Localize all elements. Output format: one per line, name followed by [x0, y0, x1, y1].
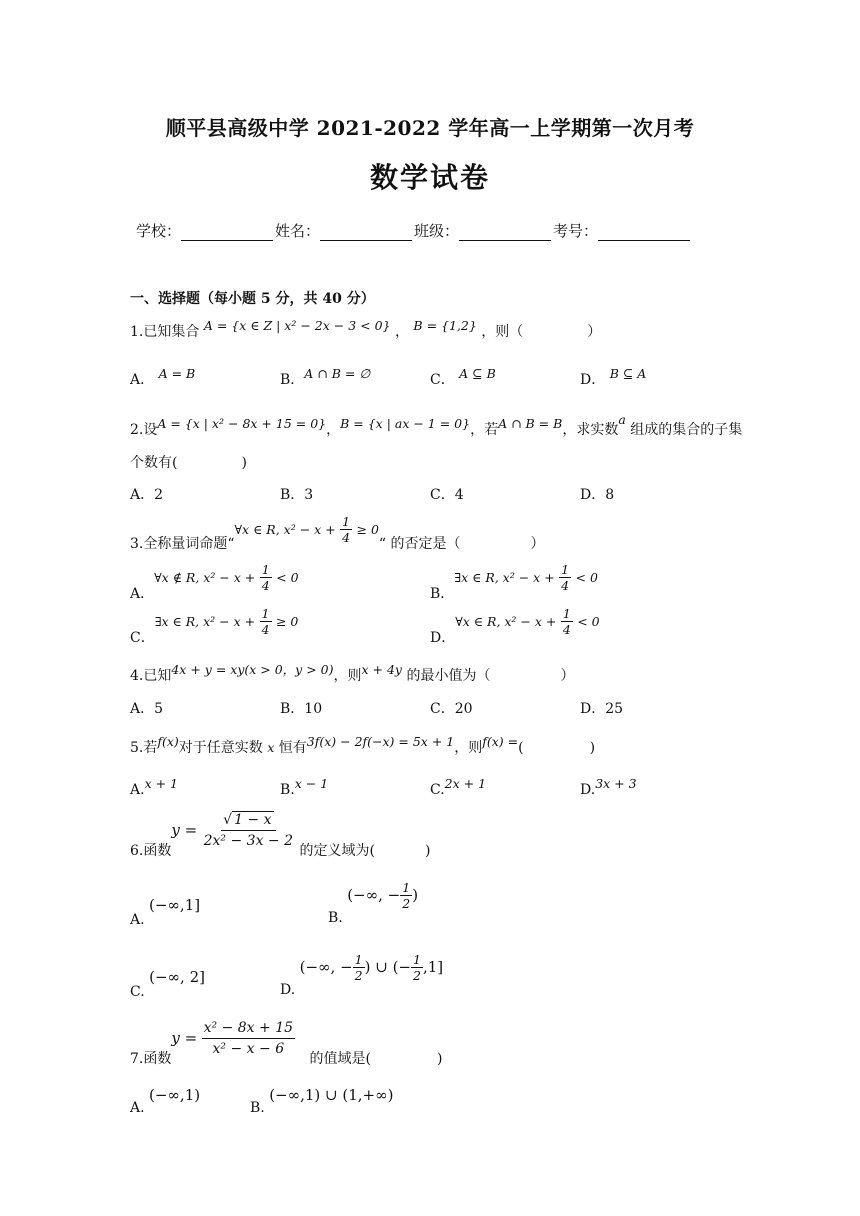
q1-suffix: ，则（	[481, 324, 524, 340]
q5-option-a[interactable]: A.x + 1	[130, 776, 178, 798]
q2-option-c[interactable]: C．4	[430, 487, 464, 503]
question-4: 4.已知4x + y = xy(x > 0，y > 0)，则x + 4y 的最小值为（ ）	[130, 662, 575, 684]
q5-option-b[interactable]: B.x − 1	[280, 776, 329, 798]
name-label: 姓名：	[275, 222, 321, 240]
q5-function: f(x)	[157, 734, 179, 749]
q6-fraction: $\frac{√ 1 - x}{\text{2x² − 3x − 2}}$	[203, 812, 294, 849]
q3-proposition: ∀x ∈ R, x² − x + $\frac{1}{4}$ ≥ 0	[234, 514, 379, 545]
q2-option-d[interactable]: D．8	[580, 487, 615, 503]
q1-set-a: A = {x ∈ Z | x² − 2x − 3 < 0}	[203, 318, 391, 333]
q6-option-a[interactable]: A. (−∞,1]	[130, 896, 201, 928]
exam-number-label: 考号：	[553, 222, 599, 240]
q1-option-b[interactable]: B．A ∩ B = ∅	[280, 366, 371, 388]
q1-option-a[interactable]: A． A = B	[130, 366, 196, 388]
exam-subject: 数学试卷	[369, 161, 490, 194]
question-5: 5.若f(x)对于任意实数 x 恒有3f(x) − 2f(−x) = 5x + 1，则f(x) =( )	[130, 734, 596, 756]
q3-option-a[interactable]: A．∀x ∉ R, x² − x + $\frac{1}{4}$ < 0	[130, 562, 299, 602]
q2-variable: a	[618, 412, 626, 427]
q3-option-b[interactable]: B．∃x ∈ R, x² − x + $\frac{1}{4}$ < 0	[430, 562, 598, 602]
q6-option-c[interactable]: C. (−∞, 2]	[130, 968, 205, 1000]
question-2-line-2: 个数有( )	[130, 455, 247, 471]
q2-condition: A ∩ B = B	[498, 416, 563, 431]
question-6: 6.函数y = $\frac{√ 1 - x}{\text{2x² − 3x − 2}}$ 的定义域为( )	[130, 812, 431, 859]
question-3: 3.全称量词命题“∀x ∈ R, x² − x + $\frac{1}{4}$ ≥ 0“ 的否定是（ ）	[130, 514, 545, 552]
q4-condition: 4x + y = xy(x > 0，y > 0)	[171, 662, 334, 677]
q3-suffix: “ 的否定是（	[378, 535, 461, 552]
q1-prefix: 1.已知集合	[130, 324, 200, 340]
q4-expression: x + 4y	[361, 662, 402, 677]
class-blank	[459, 224, 551, 241]
name-blank	[320, 224, 412, 241]
q1-set-b: B = {1,2}	[413, 318, 477, 333]
q3-option-c[interactable]: C．∃x ∈ R, x² − x + $\frac{1}{4}$ ≥ 0	[130, 606, 299, 646]
question-1	[130, 318, 601, 341]
q7-fraction: $\frac{\text{x² − 8x + 15}}{\text{x² − x − 6}}$	[203, 1020, 294, 1057]
q7-lhs: y =	[171, 1028, 198, 1047]
q7-option-a[interactable]: A. (−∞,1)	[130, 1086, 201, 1116]
student-info-row	[136, 220, 692, 241]
q1-option-d[interactable]: D． B ⊆ A	[580, 366, 647, 388]
school-label: 学校：	[136, 222, 182, 240]
q1-option-c[interactable]: C． A ⊆ B	[430, 366, 496, 388]
section-heading: 一、选择题（每小题 5 分，共 40 分）	[130, 291, 375, 307]
q5-equation: 3f(x) − 2f(−x) = 5x + 1	[306, 734, 455, 749]
class-label: 班级：	[414, 222, 460, 240]
q6-option-b[interactable]: B. (−∞, − $\frac{1}{2}$ )	[328, 880, 419, 926]
q2-set-a: A = {x | x² − 8x + 15 = 0}	[157, 416, 327, 431]
question-2: 2.设A = {x | x² − 8x + 15 = 0}，B = {x | ax − 1 = 0}，若A ∩ B = B，求实数a 组成的集合的子集	[130, 412, 743, 438]
school-blank	[181, 224, 273, 241]
q4-option-c[interactable]: C．20	[430, 701, 473, 717]
q4-option-a[interactable]: A．5	[130, 701, 164, 717]
q7-option-b[interactable]: B. (−∞,1) ∪ (1,+∞)	[250, 1086, 394, 1116]
q2-set-b: B = {x | ax − 1 = 0}	[340, 416, 471, 431]
exam-number-blank	[598, 224, 690, 241]
q2-option-b[interactable]: B．3	[280, 487, 314, 503]
q3-option-d[interactable]: D．∀x ∈ R, x² − x + $\frac{1}{4}$ < 0	[430, 606, 600, 646]
q3-prefix: 3.全称量词命题“	[130, 535, 235, 552]
q1-close: ）	[587, 324, 602, 340]
q2-prefix: 2.设	[130, 422, 158, 438]
q1-sep: ，	[394, 324, 409, 340]
question-7: 7.函数y = $\frac{\text{x² − 8x + 15}}{\text{x² − x − 6}}$ 的值域是( )	[130, 1020, 443, 1067]
q2-option-a[interactable]: A．2	[130, 487, 164, 503]
q6-option-d[interactable]: D. (−∞, − $\frac{1}{2}$ ) ∪ (− $\frac{1}{2}$ ,1]	[280, 952, 444, 998]
q6-lhs: y =	[171, 820, 198, 839]
q5-option-c[interactable]: C.2x + 1	[430, 776, 487, 798]
q5-option-d[interactable]: D.3x + 3	[580, 776, 637, 798]
q4-option-d[interactable]: D．25	[580, 701, 624, 717]
q5-ask: f(x) =	[482, 734, 519, 749]
q4-option-b[interactable]: B．10	[280, 701, 323, 717]
exam-title: 顺平县高级中学 2021-2022 学年高一上学期第一次月考	[165, 116, 695, 140]
